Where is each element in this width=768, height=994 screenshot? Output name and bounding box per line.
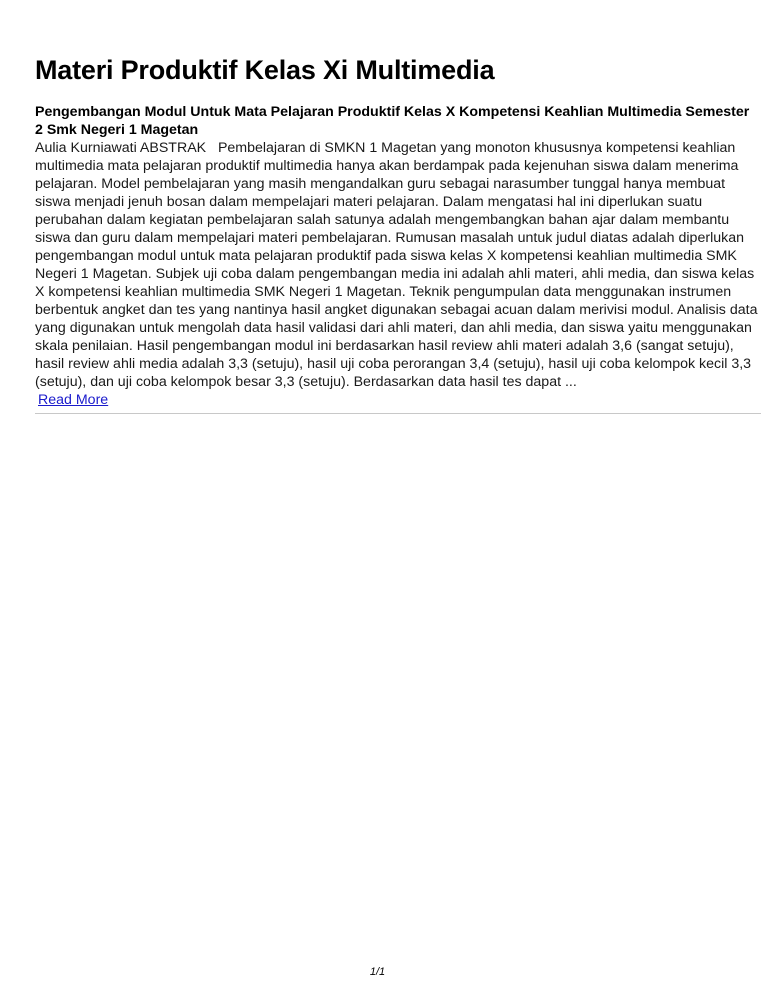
page-title: Materi Produktif Kelas Xi Multimedia	[35, 55, 495, 85]
page-number: 1/1	[369, 966, 386, 978]
article-title: Pengembangan Modul Untuk Mata Pelajaran Produktif Kelas X Kompetensi Keahlian Multimedia Semester 2 Smk Negeri 1 Magetan	[35, 104, 750, 138]
article-abstract: Aulia Kurniawati ABSTRAK Pembelajaran di SMKN 1 Magetan yang monoton khususnya kompetensi keahlian multimedia mata pelajaran produktif multimedia hanya akan berdampak pada kejenuhan siswa dalam menerima pelajaran. Model pembelajaran yang masih mengandalkan guru sebagai narasumber tunggal hanya membuat siswa menjadi jenuh bosan dalam mempelajari materi pelajaran. Dalam mengatasi hal ini diperlukan suatu perubahan dalam kegiatan pembelajaran salah satunya adalah mengembangkan bahan ajar dalam membantu siswa dan guru dalam mempelajari materi pembelajaran. Rumusan masalah untuk judul diatas adalah diperlukan pengembangan modul untuk mata pelajaran produktif pada siswa kelas X kompetensi keahlian multimedia SMK Negeri 1 Magetan. Subjek uji coba dalam pengembangan media ini adalah ahli materi, ahli media, dan siswa kelas X kompetensi keahlian multimedia SMK Negeri 1 Magetan. Teknik pengumpulan data menggunakan instrumen berbentuk angket dan tes yang nantinya hasil angket digunakan sebagai acuan dalam merivisi modul. Analisis data yang digunakan untuk mengolah data hasil validasi dari ahli materi, dan ahli media, dan siswa yaitu menggunakan skala penilaian. Hasil pengembangan modul ini berdasarkan hasil review ahli materi adalah 3,6 (sangat setuju), hasil review ahli media adalah 3,3 (setuju), hasil uji coba perorangan 3,4 (setuju), hasil uji coba kelompok kecil 3,3 (setuju), dan uji coba kelompok besar 3,3 (setuju). Berdasarkan data hasil tes dapat ...	[35, 140, 758, 390]
article-entry	[35, 103, 761, 414]
document-page	[35, 0, 762, 414]
read-more-link[interactable]: Read More	[38, 392, 109, 408]
